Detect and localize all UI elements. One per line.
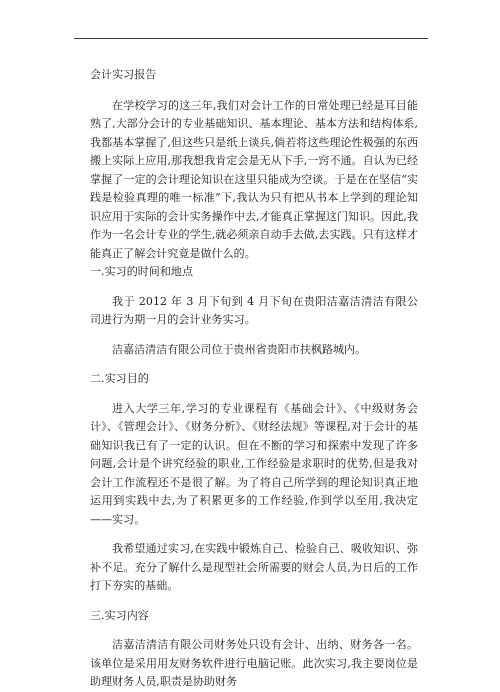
section-heading-purpose: 二.实习目的 [90,372,149,385]
time-paragraph: 我于 2012 年 3 月下旬到 4 月下旬在贵阳洁嘉洁清洁有限公司进行为期一月的会计业务实习。 [90,294,418,326]
report-title: 会计实习报告 [90,68,157,81]
location-paragraph: 洁嘉洁清洁有限公司位于贵州省贵阳市扶枫路城内。 [112,342,367,356]
section-heading-content: 三.实习内容 [90,608,149,622]
content-paragraph-1: 洁嘉洁清洁有限公司财务处只设有会计、出纳、财务各一名。该单位是采用用友财务软件进行电脑记账。此次实习,我主要岗位是助理财务人员,职责是协助财务 [90,638,418,688]
section-heading-time-location: 一.实习的时间和地点 [90,265,193,278]
document-body [90,66,418,692]
header-rule [74,38,428,39]
intro-paragraph: 在学校学习的这三年,我们对会计工作的日常处理已经是耳目能熟了,大部分会计的专业基础知识、基本理论、基本方法和结构体系,我都基本掌握了,但这些只是纸上谈兵,倘若将这些理论性极强的东西搬上实际上应用,那我想我肯定会是无从下手,一窍不通。自认为已经掌握了一定的会计理论知识在这里只能成为空谈。于是在在坚信“实践是检验真理的唯一标准”下,我认为只有把从书本上学到的理论知识应用于实际的会计实务操作中去,才能真正掌握这门知识。因此,我作为一名会计专业的学生,就必须亲自动手去做,去实践。只有这样才能真正了解会计究竟是做什么的。 [90,98,418,260]
purpose-paragraph-2: 我希望通过实习,在实践中锻炼自己、检验自己、吸收知识、弥补不足。充分了解什么是现型社会所需要的财会人员,为日后的工作打下夯实的基础。 [90,542,418,592]
purpose-paragraph-1: 进入大学三年,学习的专业课程有《基础会计》、《中级财务会计》、《管理会计》、《财务分析》、《财经法规》等课程,对于会计的基础知识我已有了一定的认识。但在不断的学习和探索中发现了许多问题,会计是个讲究经验的职业,工作经验是求职时的优势,但是我对会计工作流程还不是很了解。为了将自己所学到的理论知识真正地运用到实践中去,为了积累更多的工作经验,作到学以至用,我决定——实习。 [90,401,418,526]
